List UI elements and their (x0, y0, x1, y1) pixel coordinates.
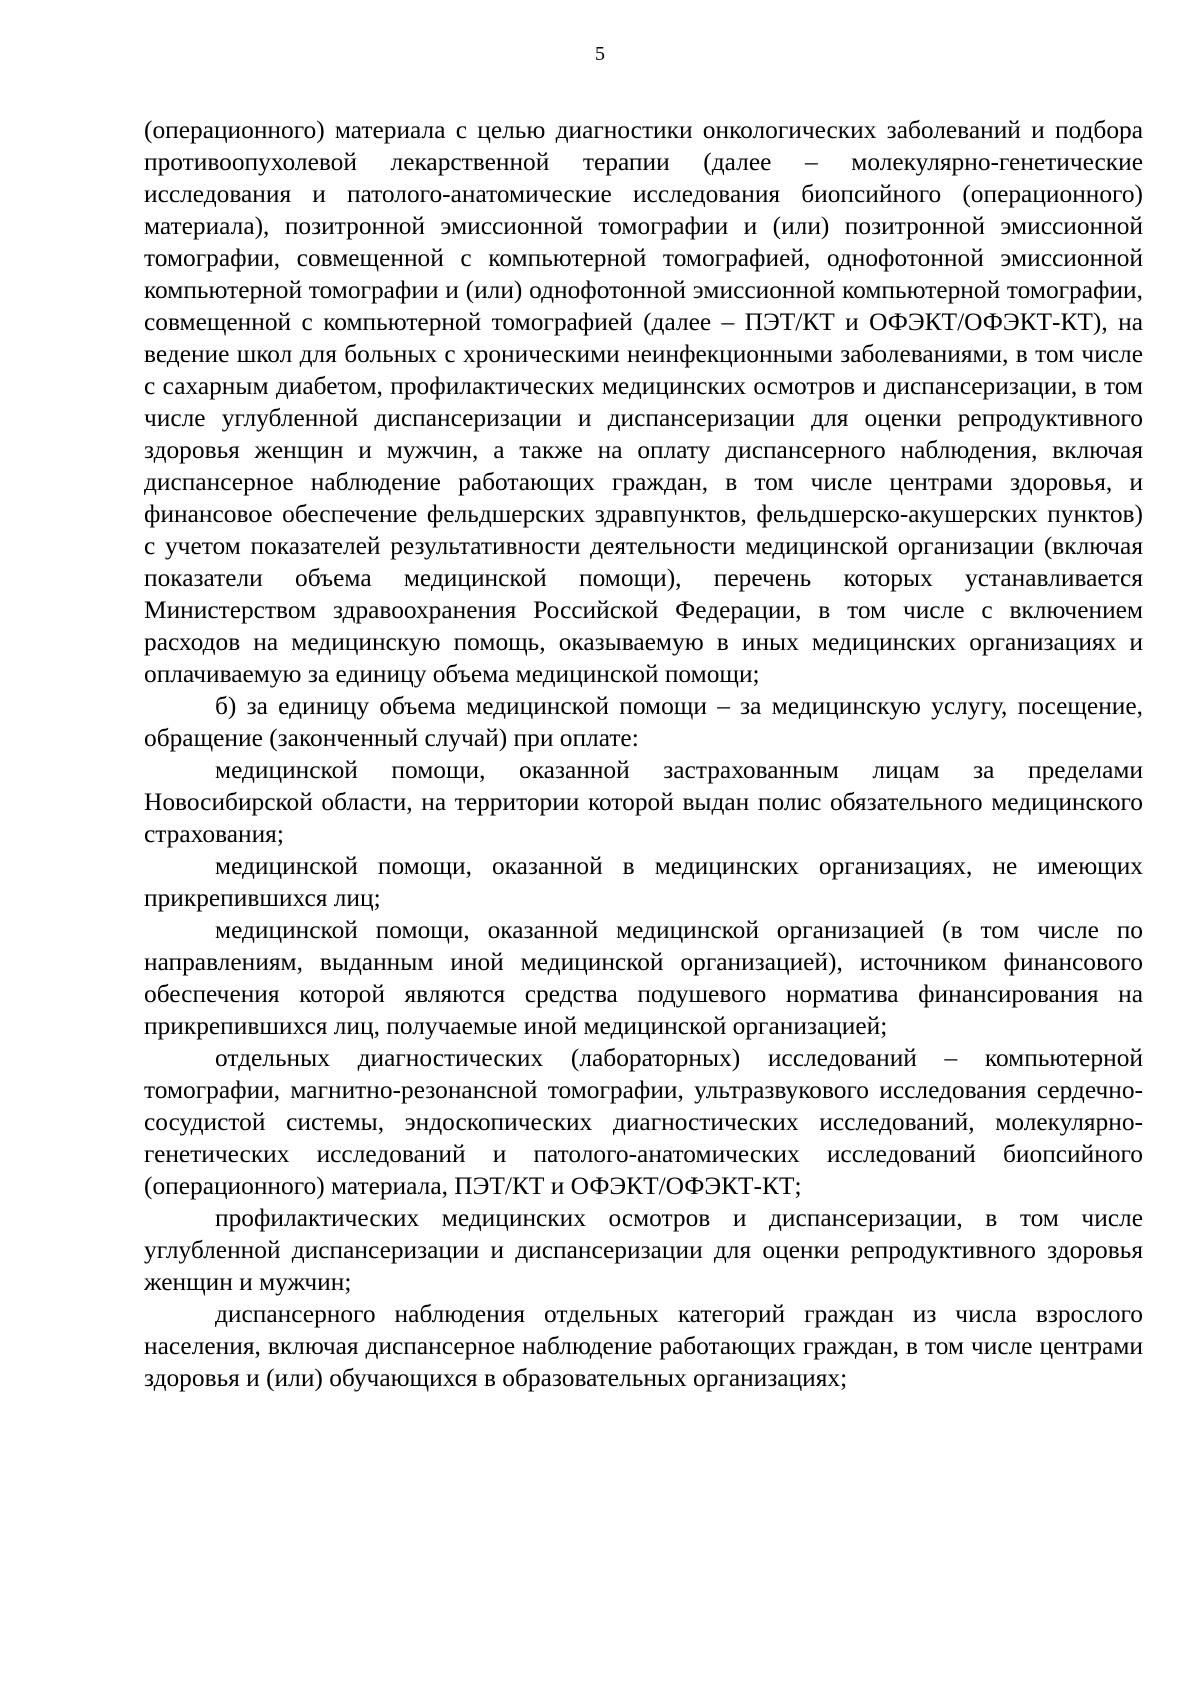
paragraph-preventive-exams: профилактических медицинских осмотров и диспансеризации, в том числе углубленной диспансеризации и диспансеризации для оценки репродуктивного здоровья женщин и мужчин; (144, 1204, 1143, 1296)
paragraph-no-attached: медицинской помощи, оказанной в медицинских организациях, не имеющих прикрепившихся лиц; (144, 852, 1143, 912)
paragraph-item-b: б) за единицу объема медицинской помощи – за медицинскую услугу, посещение, обращение (законченный случай) при оплате: (144, 692, 1143, 752)
paragraph-continuation: (операционного) материала с целью диагностики онкологических заболеваний и подбора противоопухолевой лекарственной терапии (далее – молекулярно-генетические исследования и патолого-анатомические исследования биопсийного (операционного) материала), позитронной эмиссионной томографии и (или) позитронной эмиссионной томографии, совмещенной с компьютерной томографией, однофотонной эмиссионной компьютерной томографии и (или) однофотонной эмиссионной компьютерной томографии, совмещенной с компьютерной томографией (далее – ПЭТ/КТ и ОФЭКТ/ОФЭКТ-КТ), на ведение школ для больных с хроническими неинфекционными заболеваниями, в том числе с сахарным диабетом, профилактических медицинских осмотров и диспансеризации, в том числе углубленной диспансеризации и диспансеризации для оценки репродуктивного здоровья женщин и мужчин, а также на оплату диспансерного наблюдения, включая диспансерное наблюдение работающих граждан, в том числе центрами здоровья, и финансовое обеспечение фельдшерских здравпунктов, фельдшерско-акушерских пунктов) с учетом показателей результативности деятельности медицинской организации (включая показатели объема медицинской помощи), перечень которых устанавливается Министерством здравоохранения Российской Федерации, в том числе с включением расходов на медицинскую помощь, оказываемую в иных медицинских организациях и оплачиваемую за единицу объема медицинской помощи; (144, 116, 1143, 688)
paragraph-referrals: медицинской помощи, оказанной медицинской организацией (в том числе по направлениям, выданным иной медицинской организацией), источником финансового обеспечения которой являются средства подушевого норматива финансирования на прикрепившихся лиц, получаемые иной медицинской организацией; (144, 916, 1143, 1040)
page-number: 5 (595, 43, 605, 65)
document-body (144, 114, 1143, 1394)
paragraph-diagnostics: отдельных диагностических (лабораторных) исследований – компьютерной томографии, магнитно-резонансной томографии, ультразвукового исследования сердечно-сосудистой системы, эндоскопических диагностических исследований, молекулярно-генетических исследований и патолого-анатомических исследований биопсийного (операционного) материала, ПЭТ/КТ и ОФЭКТ/ОФЭКТ-КТ; (144, 1044, 1143, 1200)
paragraph-dispensary-observation: диспансерного наблюдения отдельных категорий граждан из числа взрослого населения, включая диспансерное наблюдение работающих граждан, в том числе центрами здоровья и (или) обучающихся в образовательных организациях; (144, 1300, 1143, 1392)
paragraph-outside-region: медицинской помощи, оказанной застрахованным лицам за пределами Новосибирской области, на территории которой выдан полис обязательного медицинского страхования; (144, 756, 1143, 848)
